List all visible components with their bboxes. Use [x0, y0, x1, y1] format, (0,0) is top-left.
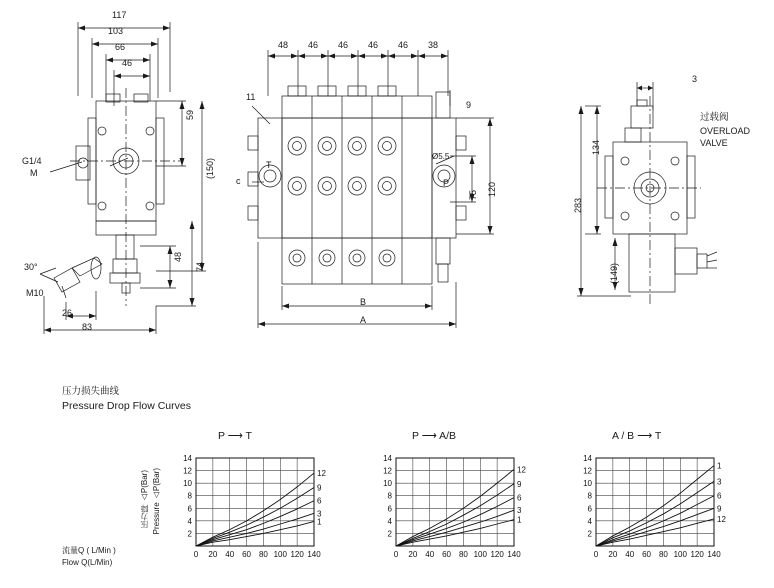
svg-text:20: 20: [608, 550, 618, 559]
series-label: 6: [317, 496, 322, 506]
svg-text:2: 2: [187, 529, 192, 539]
front-dim-46c: 46: [368, 40, 379, 50]
series-label: 6: [517, 493, 522, 503]
svg-text:8: 8: [387, 491, 392, 501]
x-axis-label-en: Flow Q(L/Min): [62, 558, 113, 567]
end-dim-134: 134: [591, 140, 601, 156]
svg-text:80: 80: [458, 550, 468, 559]
series-label: 3: [717, 477, 722, 487]
end-dim-283: 283: [573, 198, 583, 214]
front-dim-120: 120: [487, 182, 497, 198]
series-label: 6: [717, 491, 722, 501]
svg-text:20: 20: [208, 550, 218, 559]
svg-text:8: 8: [187, 491, 192, 501]
side-dim-74: 74: [195, 262, 205, 273]
chart-p-to-ab: [368, 428, 558, 578]
chart-ab-to-t: [568, 428, 758, 578]
side-dim-66: 66: [115, 42, 126, 52]
svg-text:40: 40: [225, 550, 235, 559]
svg-text:60: 60: [642, 550, 652, 559]
series-label: 12: [717, 514, 726, 524]
svg-text:4: 4: [587, 516, 592, 526]
side-label-m: M: [30, 168, 38, 178]
series-label: 9: [517, 479, 522, 489]
svg-text:0: 0: [393, 550, 399, 559]
svg-text:6: 6: [587, 504, 592, 514]
svg-text:40: 40: [425, 550, 435, 559]
svg-text:4: 4: [387, 516, 392, 526]
front-port-t: T: [266, 160, 272, 170]
svg-text:12: 12: [583, 466, 592, 476]
front-dim-A: A: [360, 315, 367, 325]
side-dim-59: 59: [185, 110, 195, 121]
y-axis-label-cn: 压力降 △P(Bar): [140, 470, 149, 529]
svg-text:60: 60: [442, 550, 452, 559]
overload-valve-label-en2: VALVE: [700, 138, 728, 148]
front-dim-48: 48: [278, 40, 289, 50]
svg-text:14: 14: [183, 454, 192, 463]
side-dim-103: 103: [108, 26, 124, 36]
svg-text:10: 10: [583, 479, 592, 489]
svg-text:6: 6: [387, 504, 392, 514]
front-label-dia55: Ø5.5: [432, 152, 450, 161]
chart-title-0: P ⟶ T: [218, 430, 252, 442]
svg-text:2: 2: [387, 529, 392, 539]
svg-text:6: 6: [187, 504, 192, 514]
series-label: 1: [717, 461, 722, 471]
chart-p-to-t: [168, 428, 358, 578]
front-dim-46a: 46: [308, 40, 319, 50]
front-dim-9: 9: [466, 100, 472, 110]
svg-text:10: 10: [383, 479, 392, 489]
svg-text:100: 100: [673, 550, 687, 559]
svg-text:40: 40: [625, 550, 635, 559]
svg-text:80: 80: [658, 550, 668, 559]
svg-text:14: 14: [383, 454, 392, 463]
series-label: 12: [517, 465, 526, 475]
series-label: 3: [317, 509, 322, 519]
front-dim-46d: 46: [398, 40, 409, 50]
svg-text:20: 20: [408, 550, 418, 559]
x-axis-label-cn: 流量Q ( L/Min ): [62, 546, 116, 555]
front-dim-11: 11: [246, 92, 256, 102]
side-dim-150: (150): [205, 158, 215, 180]
front-dim-c: c: [236, 176, 241, 186]
svg-text:14: 14: [583, 454, 592, 463]
series-label: 1: [317, 517, 322, 527]
curves-title-cn: 压力损失曲线: [62, 386, 120, 397]
side-dim-46: 46: [122, 58, 133, 68]
front-dim-75: 75: [468, 190, 478, 201]
y-axis-label-en: Pressure △P(Bar): [152, 468, 161, 535]
svg-text:2: 2: [587, 529, 592, 539]
svg-text:140: 140: [707, 550, 721, 559]
series-label: 9: [317, 483, 322, 493]
svg-text:4: 4: [187, 516, 192, 526]
side-dim-117: 117: [112, 10, 127, 20]
series-label: 1: [517, 515, 522, 525]
svg-text:140: 140: [507, 550, 521, 559]
svg-text:10: 10: [183, 479, 192, 489]
overload-valve-label-en1: OVERLOAD: [700, 126, 751, 136]
svg-text:0: 0: [193, 550, 199, 559]
svg-text:12: 12: [183, 466, 192, 476]
side-dim-26: 26: [62, 308, 73, 318]
curves-title-en: Pressure Drop Flow Curves: [62, 400, 191, 412]
overload-valve-label-cn: 过载阀: [700, 112, 729, 123]
svg-text:60: 60: [242, 550, 252, 559]
side-label-g14: G1/4: [22, 156, 42, 166]
series-label: 12: [317, 469, 326, 479]
front-dim-38: 38: [428, 40, 439, 50]
end-dim-3: 3: [692, 74, 698, 84]
svg-text:80: 80: [258, 550, 268, 559]
side-label-m10: M10: [26, 288, 44, 298]
series-label: 9: [717, 504, 722, 514]
end-view-drawing: [575, 6, 765, 346]
svg-text:0: 0: [593, 550, 599, 559]
svg-text:100: 100: [473, 550, 487, 559]
svg-text:120: 120: [490, 550, 504, 559]
front-port-p: P: [443, 178, 450, 188]
chart-title-2: A / B ⟶ T: [612, 430, 662, 442]
front-dim-B: B: [360, 297, 367, 307]
front-dim-46b: 46: [338, 40, 349, 50]
end-dim-149: (149): [609, 263, 619, 285]
side-dim-48: 48: [173, 252, 183, 263]
side-label-30deg: 30°: [24, 262, 38, 272]
side-dim-83: 83: [82, 322, 93, 332]
svg-text:8: 8: [587, 491, 592, 501]
svg-text:120: 120: [290, 550, 304, 559]
front-view-drawing: [240, 6, 510, 346]
series-label: 3: [517, 506, 522, 516]
chart-title-1: P ⟶ A/B: [412, 430, 457, 442]
svg-text:140: 140: [307, 550, 321, 559]
svg-text:120: 120: [690, 550, 704, 559]
svg-text:12: 12: [383, 466, 392, 476]
svg-text:100: 100: [273, 550, 287, 559]
